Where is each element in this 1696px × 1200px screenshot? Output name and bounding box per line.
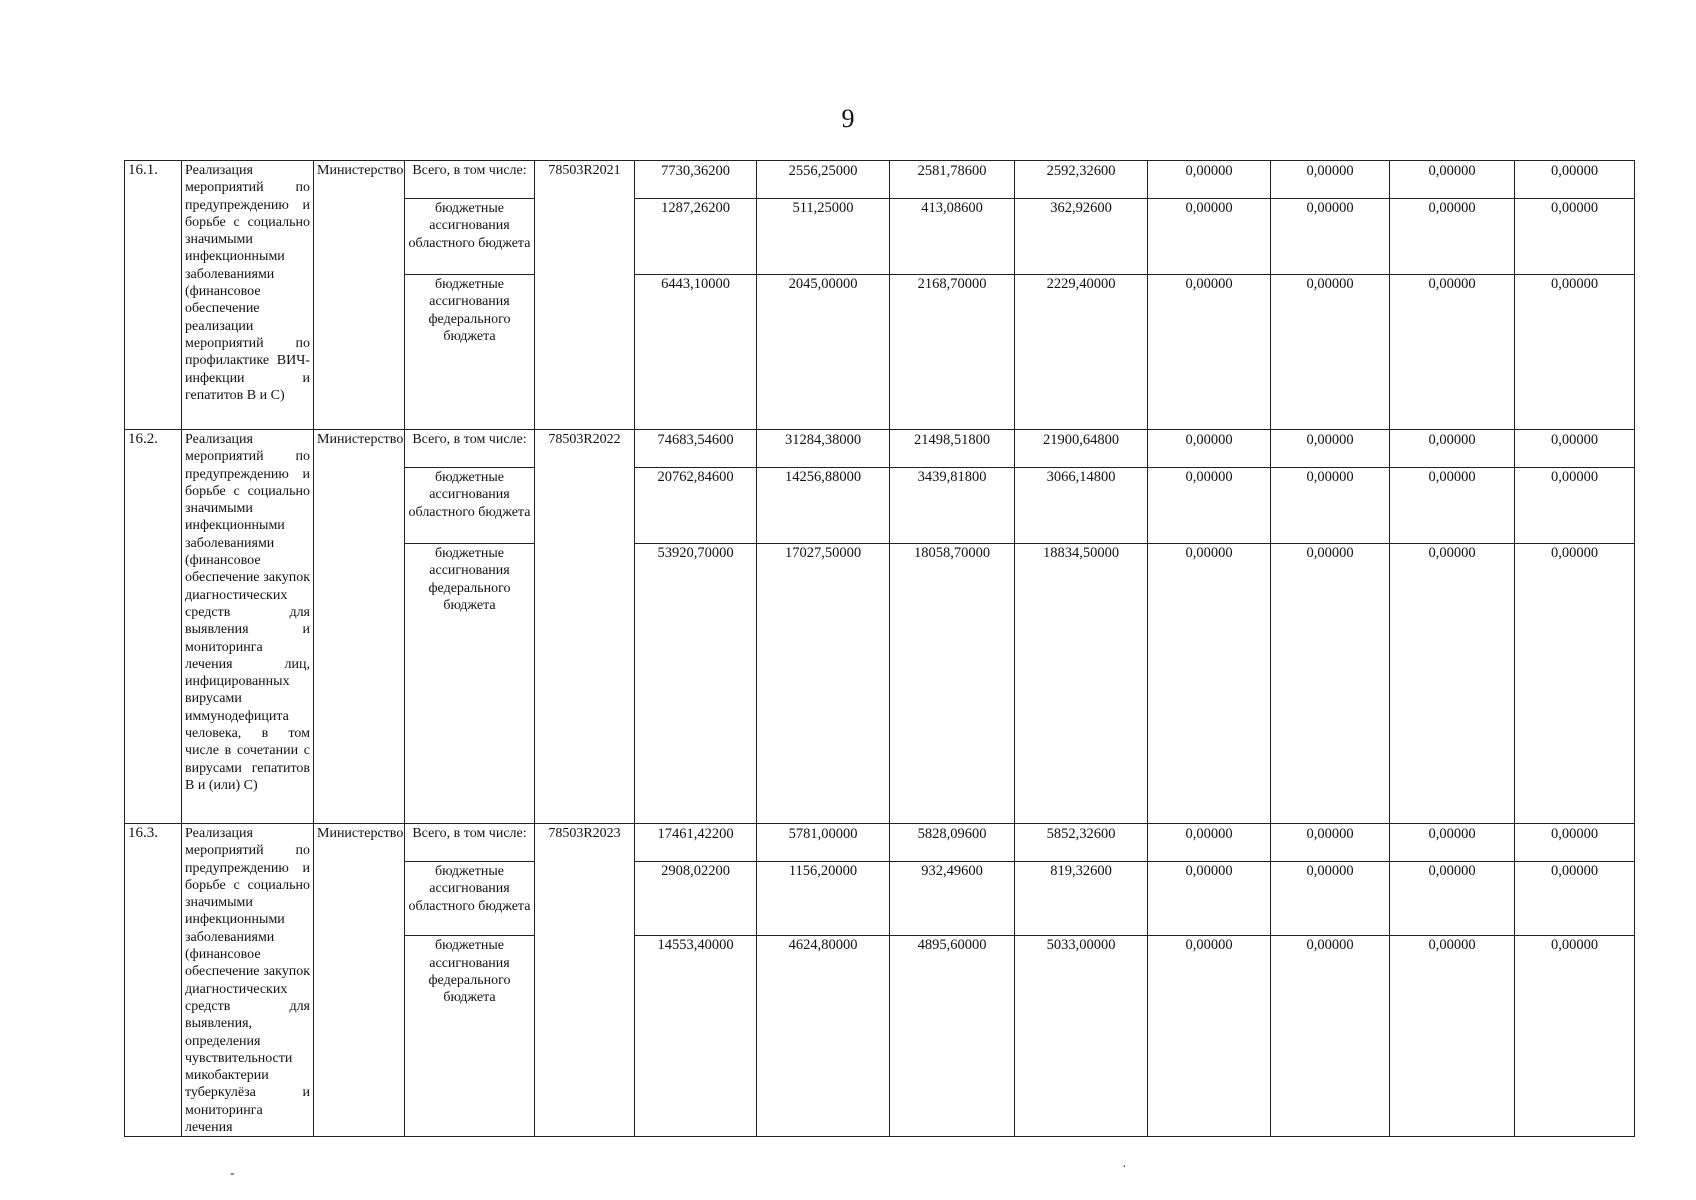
- funding-source: бюджетные ассигнования федерального бюджета: [405, 544, 535, 824]
- value-cell: 0,00000: [1515, 862, 1635, 936]
- responsible-executor: Министерство: [314, 430, 405, 824]
- value-cell: 362,92600: [1015, 199, 1148, 275]
- value-cell: 0,00000: [1148, 430, 1271, 468]
- value-cell: 3066,14800: [1015, 468, 1148, 544]
- funding-source: бюджетные ассигнования областного бюджета: [405, 468, 535, 544]
- value-cell: 21900,64800: [1015, 430, 1148, 468]
- value-cell: 2908,02200: [635, 862, 757, 936]
- value-cell: 0,00000: [1271, 824, 1390, 862]
- value-cell: 0,00000: [1515, 199, 1635, 275]
- value-cell: 511,25000: [757, 199, 890, 275]
- value-cell: 0,00000: [1148, 161, 1271, 199]
- funding-source: бюджетные ассигнования областного бюджета: [405, 199, 535, 275]
- value-cell: 0,00000: [1148, 199, 1271, 275]
- value-cell: 0,00000: [1271, 430, 1390, 468]
- row-number: 16.2.: [125, 430, 182, 824]
- value-cell: 413,08600: [890, 199, 1015, 275]
- value-cell: 0,00000: [1271, 275, 1390, 430]
- value-cell: 0,00000: [1390, 862, 1515, 936]
- budget-table: [124, 160, 1635, 1137]
- value-cell: 0,00000: [1515, 824, 1635, 862]
- value-cell: 2045,00000: [757, 275, 890, 430]
- value-cell: 20762,84600: [635, 468, 757, 544]
- value-cell: 5828,09600: [890, 824, 1015, 862]
- value-cell: 0,00000: [1271, 544, 1390, 824]
- row-number: 16.1.: [125, 161, 182, 430]
- value-cell: 21498,51800: [890, 430, 1015, 468]
- value-cell: 0,00000: [1390, 468, 1515, 544]
- table-row: [125, 161, 1635, 199]
- value-cell: 0,00000: [1515, 544, 1635, 824]
- value-cell: 0,00000: [1390, 275, 1515, 430]
- value-cell: 6443,10000: [635, 275, 757, 430]
- value-cell: 5033,00000: [1015, 936, 1148, 1137]
- value-cell: 14553,40000: [635, 936, 757, 1137]
- value-cell: 1287,26200: [635, 199, 757, 275]
- scan-speck: ·: [1122, 1160, 1127, 1175]
- value-cell: 0,00000: [1148, 862, 1271, 936]
- value-cell: 18058,70000: [890, 544, 1015, 824]
- value-cell: 18834,50000: [1015, 544, 1148, 824]
- responsible-executor: Министерство: [314, 161, 405, 430]
- value-cell: 0,00000: [1515, 430, 1635, 468]
- value-cell: 0,00000: [1148, 824, 1271, 862]
- value-cell: 1156,20000: [757, 862, 890, 936]
- value-cell: 0,00000: [1148, 275, 1271, 430]
- value-cell: 17027,50000: [757, 544, 890, 824]
- value-cell: 0,00000: [1515, 275, 1635, 430]
- value-cell: 0,00000: [1390, 936, 1515, 1137]
- funding-source: бюджетные ассигнования федерального бюджета: [405, 936, 535, 1137]
- value-cell: 0,00000: [1515, 468, 1635, 544]
- funding-source: Всего, в том числе:: [405, 161, 535, 199]
- value-cell: 0,00000: [1271, 862, 1390, 936]
- value-cell: 7730,36200: [635, 161, 757, 199]
- value-cell: 0,00000: [1148, 468, 1271, 544]
- table-row: [125, 430, 1635, 468]
- funding-source: Всего, в том числе:: [405, 824, 535, 862]
- value-cell: 0,00000: [1148, 544, 1271, 824]
- budget-code: 78503R2022: [535, 430, 635, 824]
- value-cell: 17461,42200: [635, 824, 757, 862]
- value-cell: 0,00000: [1271, 199, 1390, 275]
- budget-code: 78503R2023: [535, 824, 635, 1137]
- value-cell: 2556,25000: [757, 161, 890, 199]
- value-cell: 74683,54600: [635, 430, 757, 468]
- value-cell: 0,00000: [1390, 824, 1515, 862]
- value-cell: 0,00000: [1390, 544, 1515, 824]
- value-cell: 14256,88000: [757, 468, 890, 544]
- value-cell: 0,00000: [1271, 936, 1390, 1137]
- value-cell: 4895,60000: [890, 936, 1015, 1137]
- value-cell: 932,49600: [890, 862, 1015, 936]
- responsible-executor: Министерство: [314, 824, 405, 1137]
- funding-source: Всего, в том числе:: [405, 430, 535, 468]
- value-cell: 0,00000: [1515, 936, 1635, 1137]
- value-cell: 0,00000: [1271, 161, 1390, 199]
- table-row: [125, 824, 1635, 862]
- value-cell: 0,00000: [1390, 430, 1515, 468]
- value-cell: 5781,00000: [757, 824, 890, 862]
- funding-source: бюджетные ассигнования федерального бюджета: [405, 275, 535, 430]
- measure-name: Реализация мероприятий по предупреждению и борьбе с социально значимыми инфекционными заболеваниями (финансовое обеспечение реализации мероприятий по профилактике ВИЧ-инфекции и гепатитов В и С): [182, 161, 314, 430]
- measure-name: Реализация мероприятий по предупреждению и борьбе с социально значимыми инфекционными заболеваниями (финансовое обеспечение закупок диагностических средств для выявления, определения чувствительности микобактерии туберкулёза и мониторинга лечения: [182, 824, 314, 1137]
- funding-source: бюджетные ассигнования областного бюджета: [405, 862, 535, 936]
- page-number: 9: [841, 104, 855, 133]
- value-cell: 3439,81800: [890, 468, 1015, 544]
- value-cell: 5852,32600: [1015, 824, 1148, 862]
- budget-code: 78503R2021: [535, 161, 635, 430]
- value-cell: 0,00000: [1271, 468, 1390, 544]
- value-cell: 31284,38000: [757, 430, 890, 468]
- value-cell: 0,00000: [1390, 199, 1515, 275]
- value-cell: 2168,70000: [890, 275, 1015, 430]
- value-cell: 0,00000: [1148, 936, 1271, 1137]
- value-cell: 4624,80000: [757, 936, 890, 1137]
- scan-speck: -: [230, 1166, 235, 1181]
- value-cell: 53920,70000: [635, 544, 757, 824]
- value-cell: 2592,32600: [1015, 161, 1148, 199]
- value-cell: 0,00000: [1515, 161, 1635, 199]
- measure-name: Реализация мероприятий по предупреждению и борьбе с социально значимыми инфекционными заболеваниями (финансовое обеспечение закупок диагностических средств для выявления и мониторинга лечения лиц, инфицированных вирусами иммунодефицита человека, в том числе в сочетании с вирусами гепатитов В и (или) С): [182, 430, 314, 824]
- row-number: 16.3.: [125, 824, 182, 1137]
- value-cell: 2229,40000: [1015, 275, 1148, 430]
- value-cell: 819,32600: [1015, 862, 1148, 936]
- value-cell: 2581,78600: [890, 161, 1015, 199]
- value-cell: 0,00000: [1390, 161, 1515, 199]
